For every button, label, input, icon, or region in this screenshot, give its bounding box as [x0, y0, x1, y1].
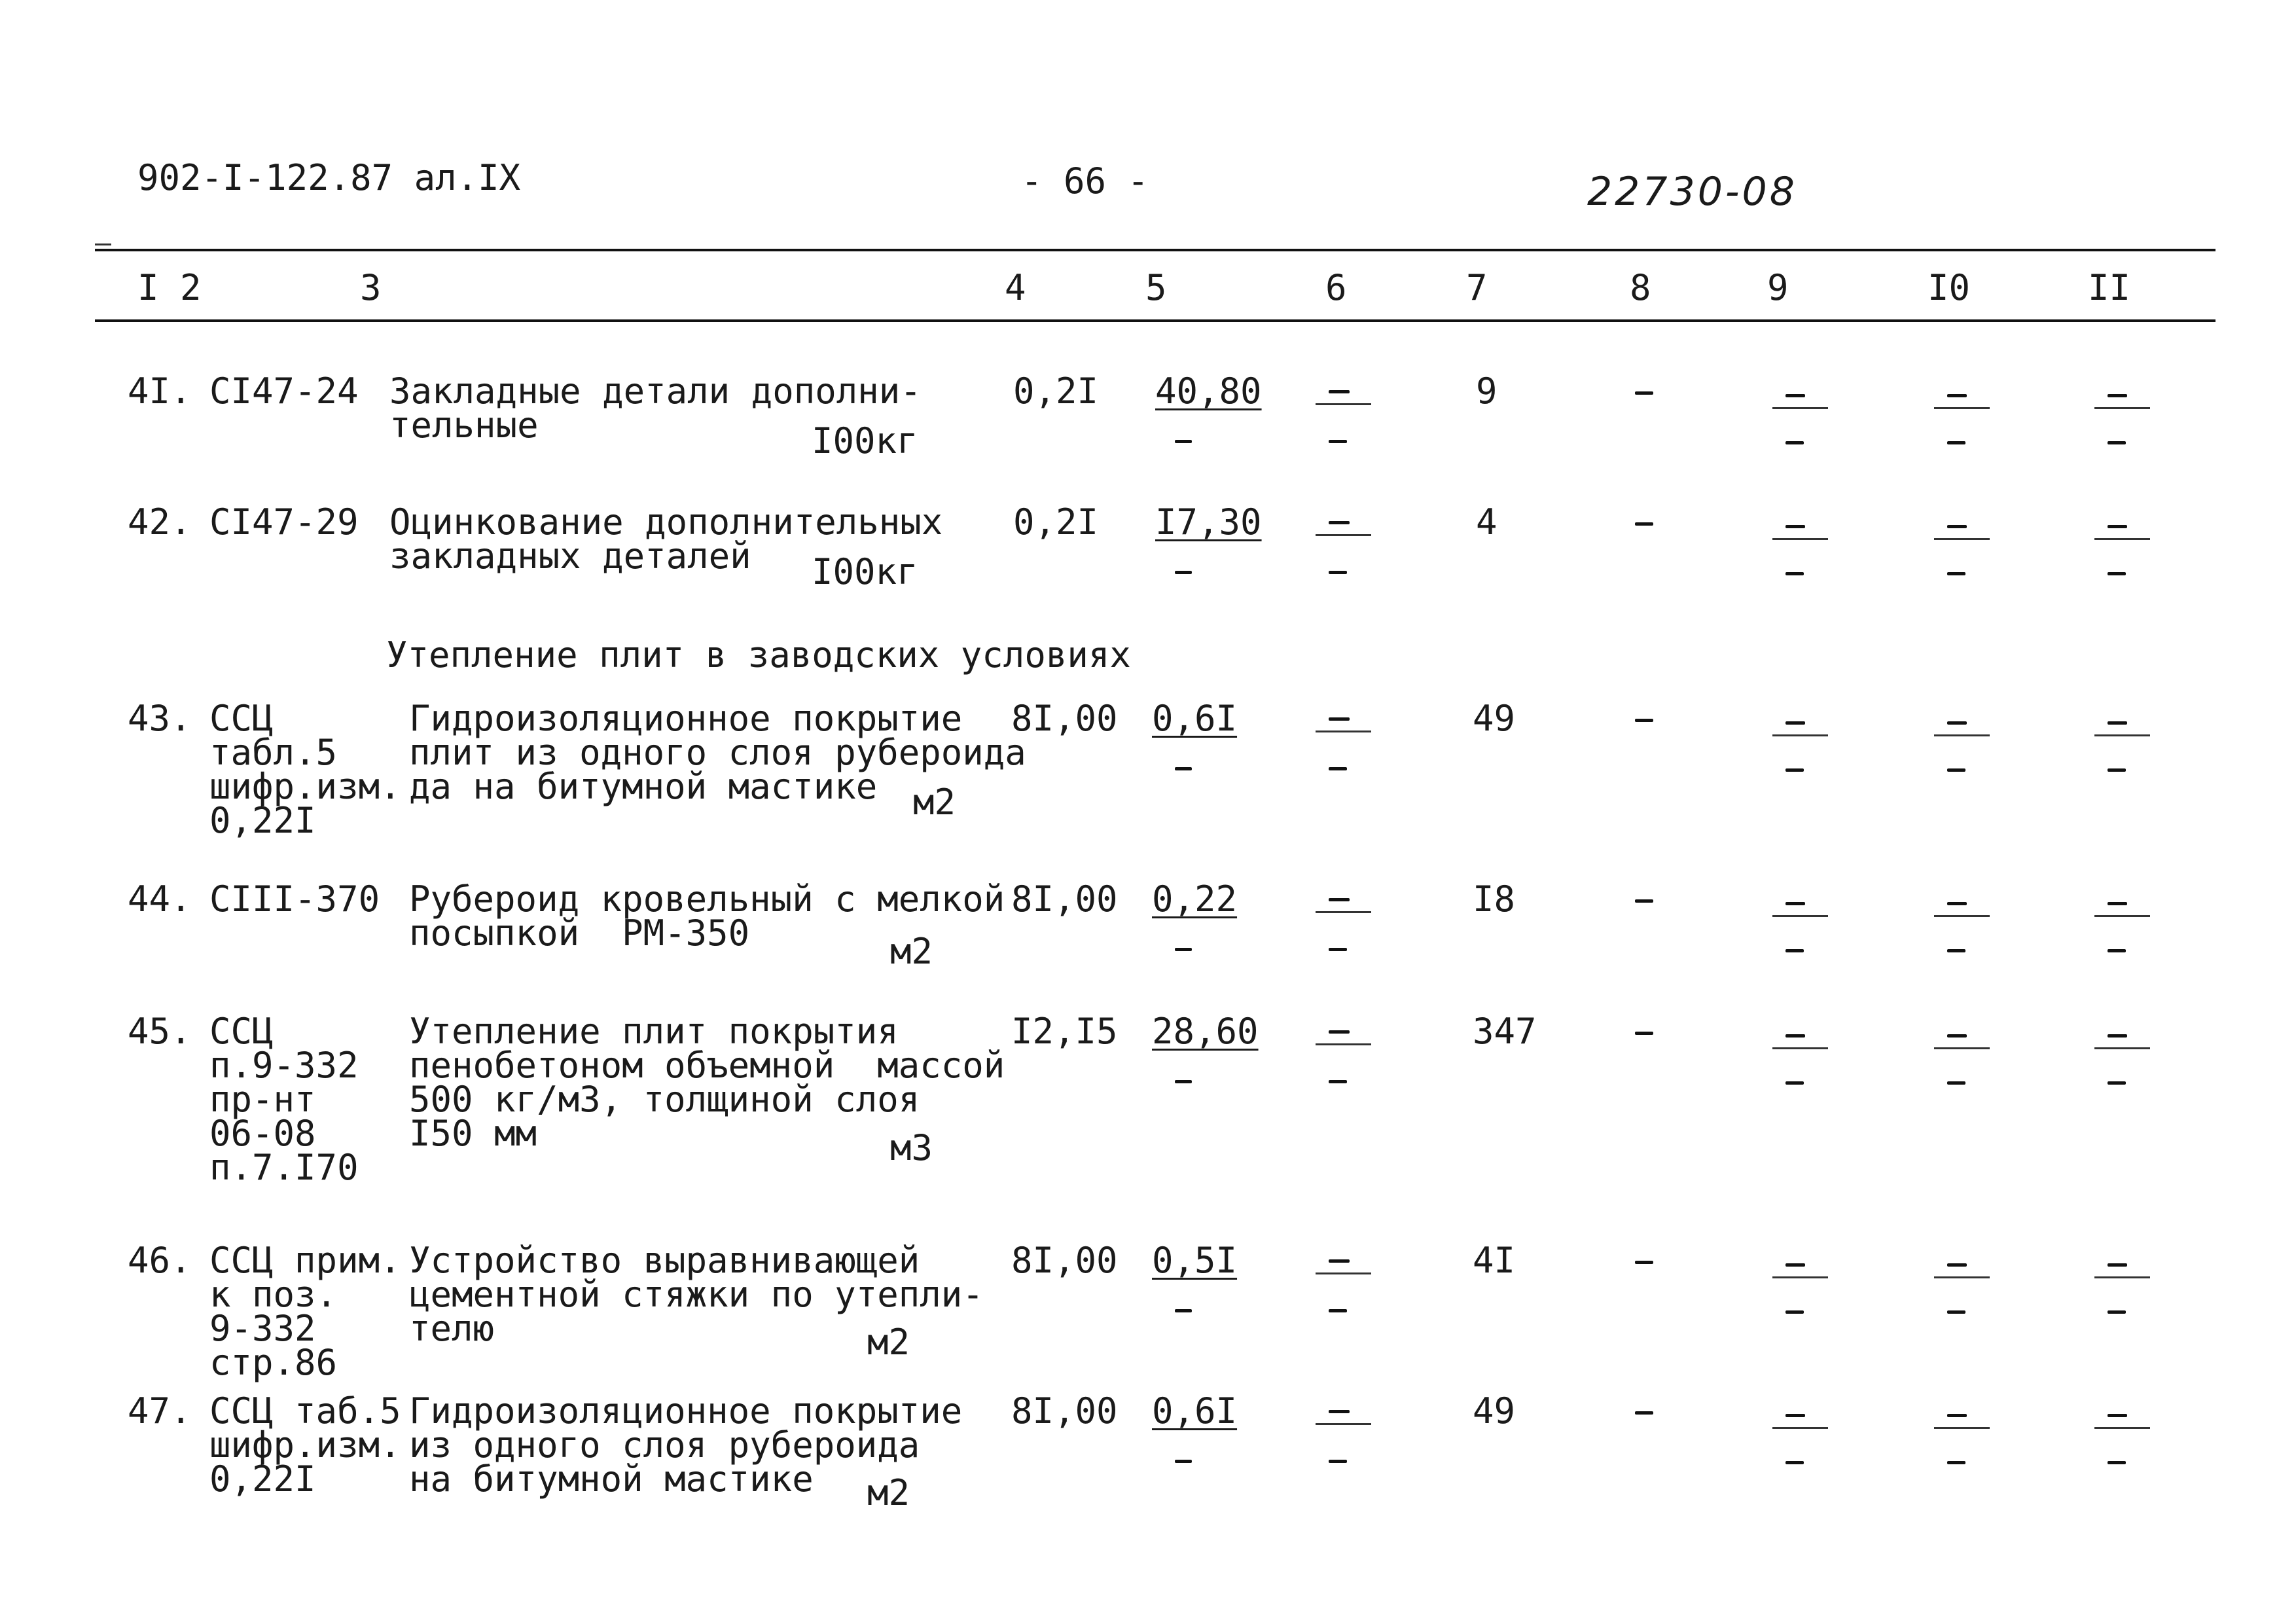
fraction-dash	[1947, 768, 1965, 772]
fraction-underline	[2094, 1276, 2150, 1278]
fraction-dash	[1947, 902, 1967, 905]
fraction-underline	[2094, 407, 2150, 409]
row-unit: м2	[867, 1322, 910, 1363]
row-number: 44.	[128, 878, 192, 920]
col8-dash	[1635, 1261, 1653, 1264]
fraction-underline	[2094, 915, 2150, 917]
fraction-dash	[1785, 394, 1805, 397]
row-number: 42.	[128, 501, 192, 543]
column-header-3: 3	[360, 267, 382, 308]
row-col7: 49	[1473, 1390, 1516, 1432]
col8-dash	[1635, 522, 1653, 526]
row-description: Гидроизоляционное покрытие из одного слоя рубероида на битумной мастике	[409, 1390, 963, 1500]
fraction-dash	[1947, 721, 1967, 725]
row-unit: м3	[890, 1127, 933, 1168]
fraction-underline	[1934, 1276, 1990, 1278]
fraction-dash	[1947, 1414, 1967, 1417]
col6-dash	[1329, 1309, 1347, 1312]
fraction-dash	[2108, 721, 2127, 725]
fraction-underline	[1772, 734, 1828, 736]
row-quantity: 8I,00	[1011, 878, 1118, 920]
fraction-dash	[2108, 1081, 2126, 1085]
fraction-dash	[1785, 1461, 1804, 1464]
row-unit-cost: 0,5I	[1152, 1240, 1238, 1281]
fraction-dash	[1947, 1034, 1967, 1038]
col8-dash	[1635, 719, 1653, 722]
row-code: ССЦ п.9-332 пр-нт 06-08 п.7.I70	[209, 1011, 359, 1188]
col6-dash	[1329, 1460, 1347, 1463]
fraction-underline	[2094, 1427, 2150, 1429]
col6-underline	[1316, 911, 1371, 913]
row-quantity: 8I,00	[1011, 1390, 1118, 1432]
row-col7: 347	[1473, 1011, 1537, 1052]
fraction-underline	[1772, 538, 1828, 540]
column-header-4: 4	[1005, 267, 1026, 308]
row-unit-cost: 40,80	[1155, 370, 1262, 412]
col6-dash	[1329, 1080, 1347, 1083]
fraction-dash	[1947, 441, 1965, 444]
row-code: CI47-29	[209, 501, 359, 543]
row-unit: I00кг	[812, 420, 918, 461]
col5-dash	[1175, 767, 1192, 770]
col6-dash	[1329, 717, 1350, 721]
row-col7: 49	[1473, 698, 1516, 739]
col6-dash	[1329, 948, 1347, 951]
fraction-dash	[1785, 949, 1804, 952]
row-number: 47.	[128, 1390, 192, 1432]
row-unit-cost: 0,22	[1152, 878, 1238, 920]
row-quantity: I2,I5	[1011, 1011, 1118, 1052]
column-header-11: II	[2088, 267, 2131, 308]
col6-dash	[1329, 1259, 1350, 1263]
row-code: CIII-370	[209, 878, 380, 920]
fraction-dash	[1947, 1461, 1965, 1464]
col8-dash	[1635, 391, 1653, 395]
row-description: Утепление плит покрытия пенобетоном объемной массой 500 кг/м3, толщиной слоя I50 мм	[409, 1011, 1005, 1154]
row-col7: 9	[1476, 370, 1498, 412]
fraction-dash	[2108, 1461, 2126, 1464]
row-col7: I8	[1473, 878, 1516, 920]
col5-dash	[1175, 948, 1192, 951]
row-number: 4I.	[128, 370, 192, 412]
fraction-underline	[2094, 538, 2150, 540]
fraction-dash	[1785, 721, 1805, 725]
fraction-dash	[1947, 949, 1965, 952]
row-description: Устройство выравнивающей цементной стяжки по утепли- телю	[409, 1240, 984, 1349]
row-unit-cost: 0,6I	[1152, 698, 1238, 739]
column-header-5: 5	[1145, 267, 1167, 308]
fraction-dash	[1785, 1034, 1805, 1038]
fraction-dash	[1785, 902, 1805, 905]
row-quantity: 0,2I	[1013, 370, 1099, 412]
col6-dash	[1329, 440, 1347, 443]
column-header-10: I0	[1928, 267, 1971, 308]
column-header-1-2: I 2	[137, 267, 202, 308]
row-col7: 4I	[1473, 1240, 1516, 1281]
fraction-dash	[1947, 394, 1967, 397]
row-unit: м2	[867, 1472, 910, 1513]
fraction-underline	[1772, 407, 1828, 409]
col6-underline	[1316, 1043, 1371, 1045]
fraction-dash	[1785, 441, 1804, 444]
fraction-dash	[2108, 902, 2127, 905]
col6-dash	[1329, 1030, 1350, 1034]
row-code: ССЦ таб.5 шифр.изм. 0,22I	[209, 1390, 401, 1500]
row-unit-cost: I7,30	[1155, 501, 1262, 543]
col6-dash	[1329, 390, 1350, 393]
fraction-dash	[2108, 1414, 2127, 1417]
fraction-dash	[1947, 1263, 1967, 1267]
col5-dash	[1175, 1309, 1192, 1312]
row-description: Оцинкование дополнительных закладных деталей	[389, 501, 943, 577]
fraction-dash	[1785, 1310, 1804, 1314]
fraction-underline	[1934, 734, 1990, 736]
col5-dash	[1175, 440, 1192, 443]
column-header-8: 8	[1630, 267, 1651, 308]
fraction-dash	[1785, 1081, 1804, 1085]
col6-underline	[1316, 403, 1371, 405]
section-heading: Утепление плит в заводских условиях	[386, 634, 1131, 676]
column-header-6: 6	[1325, 267, 1347, 308]
inventory-number: 22730-08	[1587, 169, 1797, 215]
fraction-underline	[1934, 407, 1990, 409]
fraction-dash	[1785, 768, 1804, 772]
fraction-dash	[2108, 394, 2127, 397]
fraction-dash	[2108, 1034, 2127, 1038]
page-number: - 66 -	[1021, 160, 1149, 202]
table-header-rule	[95, 319, 2215, 322]
row-unit-cost: 28,60	[1152, 1011, 1259, 1052]
fraction-dash	[2108, 441, 2126, 444]
column-header-7: 7	[1466, 267, 1488, 308]
fraction-underline	[1772, 1276, 1828, 1278]
row-description: Закладные детали дополни- тельные	[389, 370, 922, 446]
fraction-underline	[1772, 1427, 1828, 1429]
col6-dash	[1329, 521, 1350, 524]
fraction-dash	[1947, 1081, 1965, 1085]
row-quantity: 8I,00	[1011, 1240, 1118, 1281]
row-col7: 4	[1476, 501, 1498, 543]
row-quantity: 8I,00	[1011, 698, 1118, 739]
fraction-dash	[1947, 1310, 1965, 1314]
col6-dash	[1329, 898, 1350, 901]
row-code: CI47-24	[209, 370, 359, 412]
row-number: 43.	[128, 698, 192, 739]
fraction-underline	[2094, 734, 2150, 736]
column-header-9: 9	[1767, 267, 1789, 308]
col6-underline	[1316, 534, 1371, 536]
fraction-underline	[1934, 1047, 1990, 1049]
row-unit: I00кг	[812, 551, 918, 592]
fraction-underline	[1772, 1047, 1828, 1049]
row-description: Рубероид кровельный с мелкой посыпкой РМ-350	[409, 878, 1005, 954]
col6-dash	[1329, 571, 1347, 574]
fraction-dash	[1785, 572, 1804, 575]
col5-dash	[1175, 1460, 1192, 1463]
row-unit: м2	[913, 782, 956, 823]
fraction-dash	[1947, 572, 1965, 575]
fraction-dash	[2108, 525, 2127, 528]
fraction-underline	[1934, 915, 1990, 917]
fraction-dash	[1785, 1263, 1805, 1267]
fraction-dash	[2108, 768, 2126, 772]
fraction-dash	[1785, 525, 1805, 528]
fraction-underline	[1772, 915, 1828, 917]
col6-underline	[1316, 731, 1371, 732]
table-top-rule	[95, 249, 2215, 251]
fraction-dash	[1947, 525, 1967, 528]
fraction-dash	[2108, 1263, 2127, 1267]
document-code: 902-I-122.87 ал.IX	[137, 157, 521, 198]
col6-underline	[1316, 1423, 1371, 1425]
fraction-dash	[2108, 572, 2126, 575]
col6-underline	[1316, 1272, 1371, 1274]
row-code: ССЦ прим. к поз. 9-332 стр.86	[209, 1240, 401, 1383]
row-number: 46.	[128, 1240, 192, 1281]
col8-dash	[1635, 1032, 1653, 1035]
col8-dash	[1635, 899, 1653, 903]
fraction-underline	[1934, 538, 1990, 540]
row-description: Гидроизоляционное покрытие плит из одного слоя рубероидa да на битумной мастике	[409, 698, 1026, 807]
fraction-underline	[1934, 1427, 1990, 1429]
col6-dash	[1329, 1410, 1350, 1413]
row-unit-cost: 0,6I	[1152, 1390, 1238, 1432]
col5-dash	[1175, 571, 1192, 574]
col8-dash	[1635, 1411, 1653, 1415]
fraction-dash	[1785, 1414, 1805, 1417]
fraction-underline	[2094, 1047, 2150, 1049]
fraction-dash	[2108, 1310, 2126, 1314]
col6-dash	[1329, 767, 1347, 770]
row-number: 45.	[128, 1011, 192, 1052]
fraction-dash	[2108, 949, 2126, 952]
row-quantity: 0,2I	[1013, 501, 1099, 543]
row-unit: м2	[890, 931, 933, 972]
row-code: ССЦ табл.5 шифр.изм. 0,22I	[209, 698, 401, 841]
col5-dash	[1175, 1080, 1192, 1083]
top-margin-mark	[95, 244, 111, 245]
